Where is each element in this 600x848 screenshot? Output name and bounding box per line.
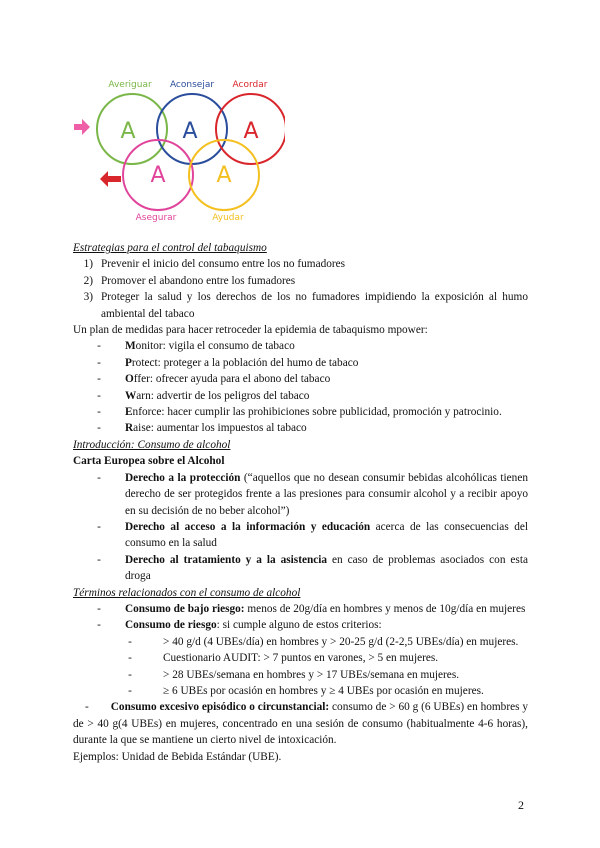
letter-aconsejar: A — [182, 119, 198, 144]
list-item: 2) Promover el abandono entre los fumadores — [83, 274, 296, 287]
tabaquismo-heading: Estrategias para el control del tabaquismo — [73, 242, 267, 254]
arrow-left-icon — [100, 171, 121, 187]
alcohol-heading: Introducción: Consumo de alcohol — [73, 438, 231, 451]
list-item: - Consumo de bajo riesgo: menos de 20g/día en hombres y menos de 10g/día en mujeres — [97, 602, 526, 615]
list-item: - Derecho a la protección (“aquellos que no desean consumir bebidas alcohólicas tienen derecho de ser protegidos frente a las presiones para consumir alcohol y a recibir apoyo en su decisión de no beber alcohol”) — [97, 471, 528, 517]
list-item: - Cuestionario AUDIT: > 7 puntos en varones, > 5 en mujeres. — [128, 652, 439, 665]
ejemplos-line: Ejemplos: Unidad de Bebida Estándar (UBE). — [73, 750, 282, 763]
label-ayudar: Ayudar — [212, 213, 244, 223]
arrow-right-icon — [74, 119, 90, 135]
list-item: - Offer: ofrecer ayuda para el abono del tabaco — [97, 373, 331, 386]
carta-title: Carta Europea sobre el Alcohol — [73, 455, 225, 468]
mpower-intro: Un plan de medidas para hacer retroceder la epidemia de tabaquismo mpower: — [73, 324, 428, 337]
label-averiguar: Averiguar — [108, 80, 152, 90]
list-item: - Derecho al tratamiento y a la asistencia en caso de problemas asociados con esta droga — [97, 553, 528, 583]
letter-averiguar: A — [120, 119, 136, 144]
list-item: - Enforce: hacer cumplir las prohibiciones sobre publicidad, promoción y patrocinio. — [97, 406, 502, 419]
excesivo-paragraph: - Consumo excesivo episódico o circunstancial: consumo de > 60 g (6 UBEs) en hombres y de > 40 g(4 UBEs) en mujeres, concentrado en una sesión de consumo (habitualmente 4-6 horas), durante la que se mantiene un cierto nivel de intoxicación. — [73, 701, 529, 747]
five-as-venn — [70, 72, 285, 234]
label-asegurar: Asegurar — [135, 213, 177, 223]
list-item: - Protect: proteger a la población del humo de tabaco — [97, 356, 359, 369]
five-as-diagram — [70, 72, 285, 234]
list-item: - Raise: aumentar los impuestos al tabaco — [97, 422, 307, 435]
label-acordar: Acordar — [232, 80, 268, 90]
list-item: - Derecho al acceso a la información y educación acerca de las consecuencias del consumo en la salud — [97, 520, 528, 550]
list-item: 3) Proteger la salud y los derechos de los no fumadores impidiendo la exposición al humo ambiental del tabaco — [83, 291, 528, 320]
letter-acordar: A — [243, 119, 259, 144]
letter-asegurar: A — [150, 163, 166, 188]
list-item: - Consumo de riesgo: si cumple alguno de estos criterios: — [97, 619, 382, 632]
list-item: - > 40 g/d (4 UBEs/día) en hombres y > 20-25 g/d (2-2,5 UBEs/día) en mujeres. — [128, 635, 519, 648]
list-item: - ≥ 6 UBEs por ocasión en hombres y ≥ 4 UBEs por ocasión en mujeres. — [128, 684, 484, 697]
list-item: - Warn: advertir de los peligros del tabaco — [97, 389, 310, 402]
page-number: 2 — [518, 798, 524, 812]
list-item: 1) Prevenir el inicio del consumo entre los no fumadores — [83, 258, 346, 271]
terminos-heading: Términos relacionados con el consumo de alcohol — [73, 586, 301, 599]
label-aconsejar: Aconsejar — [169, 80, 215, 90]
list-item: - Monitor: vigila el consumo de tabaco — [97, 340, 295, 353]
letter-ayudar: A — [216, 163, 232, 188]
list-item: - > 28 UBEs/semana en hombres y > 17 UBEs/semana en mujeres. — [128, 668, 460, 681]
page-content — [73, 240, 528, 765]
